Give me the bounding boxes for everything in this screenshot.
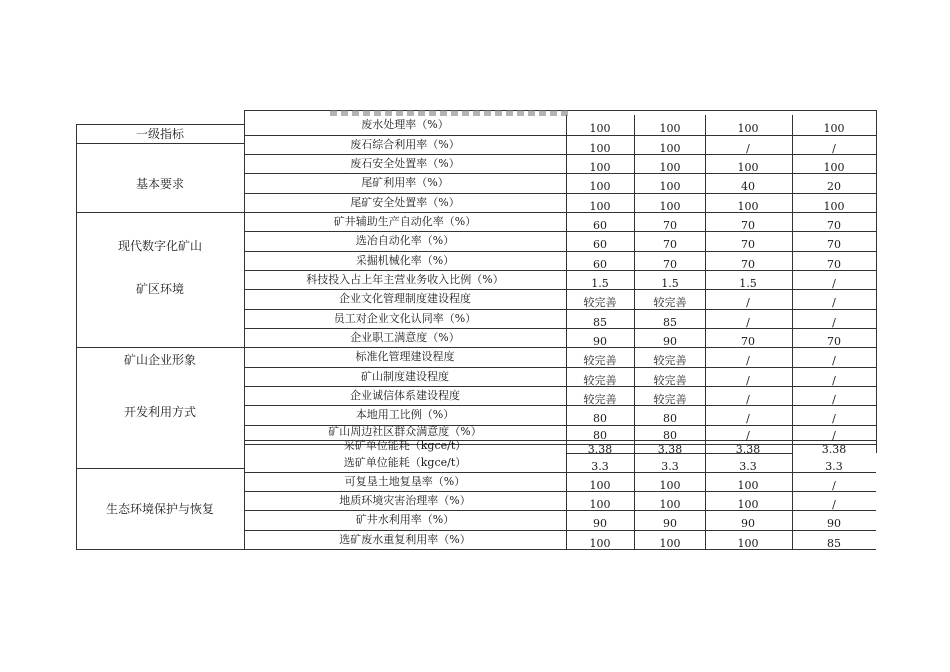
indicator-value: 3.38 — [657, 442, 683, 456]
value-column-divider — [792, 115, 793, 549]
indicator-value: 100 — [589, 497, 611, 511]
indicator-value: 100 — [737, 121, 759, 135]
indicator-value: 100 — [659, 536, 681, 550]
category-row-divider — [76, 212, 244, 213]
indicator-value: 100 — [589, 199, 611, 213]
indicator-name: 矿山制度建设程度 — [361, 369, 449, 383]
indicator-value: 80 — [593, 411, 607, 425]
indicator-value: 100 — [737, 160, 759, 174]
indicator-value: 100 — [737, 199, 759, 213]
indicator-value: / — [832, 411, 836, 425]
indicator-value: 80 — [663, 411, 677, 425]
indicator-value: 70 — [827, 257, 841, 271]
indicator-value: / — [746, 295, 750, 309]
indicator-value: 70 — [827, 237, 841, 251]
indicator-value: 100 — [823, 121, 845, 135]
category-enterprise-image: 矿山企业形象 — [123, 353, 196, 367]
indicator-value: / — [832, 497, 836, 511]
indicator-value: 3.3 — [739, 459, 757, 473]
indicator-value: 较完善 — [583, 353, 617, 367]
indicator-value: / — [832, 141, 836, 155]
category-row-divider — [76, 468, 244, 469]
category-row-divider — [76, 347, 244, 348]
indicator-value: 100 — [589, 478, 611, 492]
indicator-value: 70 — [663, 237, 677, 251]
indicator-name: 尾矿利用率（%） — [361, 175, 449, 189]
indicator-value: 100 — [737, 536, 759, 550]
indicator-value: 较完善 — [583, 295, 617, 309]
indicator-value: 20 — [827, 179, 841, 193]
indicator-value: 70 — [827, 218, 841, 232]
indicator-name: 企业职工满意度（%） — [350, 330, 460, 344]
indicator-value: 85 — [827, 536, 841, 550]
faded-heading-remnant — [330, 110, 570, 116]
indicator-value: 100 — [659, 160, 681, 174]
indicator-value: 90 — [827, 516, 841, 530]
indicator-value: / — [746, 392, 750, 406]
indicator-value: 100 — [823, 160, 845, 174]
table-right-border — [876, 110, 877, 453]
indicator-value: 70 — [741, 237, 755, 251]
indicator-value: 80 — [593, 428, 607, 442]
indicator-name: 员工对企业文化认同率（%） — [333, 311, 477, 325]
category-basic-requirements: 基本要求 — [135, 177, 184, 191]
category-mining-area-environment: 矿区环境 — [135, 282, 184, 296]
indicator-value: / — [832, 295, 836, 309]
indicator-value: 3.3 — [825, 459, 843, 473]
indicator-name: 选冶自动化率（%） — [355, 233, 455, 247]
indicator-name: 尾矿安全处置率（%） — [350, 195, 460, 209]
indicator-value: 85 — [663, 315, 677, 329]
indicator-value: / — [746, 411, 750, 425]
indicator-value: / — [746, 428, 750, 442]
indicator-name: 矿井水利用率（%） — [355, 512, 455, 526]
indicator-name: 科技投入占上年主营业务收入比例（%） — [306, 272, 504, 286]
indicator-value: 100 — [589, 179, 611, 193]
indicator-value: 60 — [593, 218, 607, 232]
indicator-value: 3.38 — [587, 442, 613, 456]
indicator-value: 100 — [737, 497, 759, 511]
first-level-indicator-header: 一级指标 — [135, 127, 184, 141]
indicator-value: 90 — [663, 516, 677, 530]
indicator-name: 采掘机械化率（%） — [355, 253, 455, 267]
indicator-name: 废水处理率（%） — [361, 117, 449, 131]
category-digital-mine: 现代数字化矿山 — [117, 239, 202, 253]
indicator-name: 矿井辅助生产自动化率（%） — [333, 214, 477, 228]
indicator-value: 较完善 — [583, 373, 617, 387]
indicator-value: 100 — [659, 199, 681, 213]
indicator-name: 选矿废水重复利用率（%） — [339, 532, 471, 546]
indicator-value: 100 — [589, 141, 611, 155]
table-bottom-border — [76, 549, 566, 550]
indicator-name: 企业文化管理制度建设程度 — [339, 291, 471, 305]
indicator-value: 100 — [659, 141, 681, 155]
indicator-value: 90 — [593, 334, 607, 348]
indicator-value: 100 — [659, 478, 681, 492]
indicator-value: 100 — [589, 160, 611, 174]
indicator-value: 100 — [589, 121, 611, 135]
indicator-value: 70 — [827, 334, 841, 348]
indicator-value: 90 — [593, 516, 607, 530]
indicator-value: 1.5 — [739, 276, 757, 290]
indicator-value: 100 — [659, 179, 681, 193]
indicator-value: / — [746, 353, 750, 367]
indicator-value: 40 — [741, 179, 755, 193]
header-row-bottom-border — [76, 143, 244, 144]
indicator-name: 采矿单位能耗（kgce/t） — [343, 438, 467, 452]
indicator-name: 地质环境灾害治理率（%） — [339, 493, 471, 507]
indicator-value: 80 — [663, 428, 677, 442]
indicator-value: 3.38 — [735, 442, 761, 456]
indicator-name: 矿山周边社区群众满意度（%） — [328, 424, 482, 438]
indicator-value: 3.38 — [821, 442, 847, 456]
indicator-value: 100 — [823, 199, 845, 213]
indicator-value: 3.3 — [661, 459, 679, 473]
indicator-value: 70 — [663, 218, 677, 232]
indicator-value: 70 — [741, 218, 755, 232]
indicator-value: 较完善 — [583, 392, 617, 406]
indicator-value: / — [832, 428, 836, 442]
indicator-value: / — [832, 373, 836, 387]
indicator-value: / — [832, 478, 836, 492]
indicator-value: 1.5 — [591, 276, 609, 290]
indicator-value: 90 — [663, 334, 677, 348]
indicator-value: / — [832, 392, 836, 406]
indicator-name: 选矿单位能耗（kgce/t） — [343, 455, 467, 469]
indicator-value: 85 — [593, 315, 607, 329]
indicator-value: 1.5 — [661, 276, 679, 290]
indicator-name: 本地用工比例（%） — [355, 407, 455, 421]
indicator-value: 90 — [741, 516, 755, 530]
indicator-value: / — [832, 276, 836, 290]
indicator-name: 标准化管理建设程度 — [355, 349, 455, 363]
indicator-value: 100 — [589, 536, 611, 550]
indicator-value: / — [832, 315, 836, 329]
indicator-value: / — [746, 141, 750, 155]
category-ecological-protection: 生态环境保护与恢复 — [105, 502, 214, 516]
indicator-value: / — [746, 315, 750, 329]
indicator-value: 70 — [741, 257, 755, 271]
category-development-utilization: 开发利用方式 — [123, 405, 196, 419]
indicator-value: 60 — [593, 237, 607, 251]
indicator-value: 100 — [659, 121, 681, 135]
indicator-value: 3.3 — [591, 459, 609, 473]
indicator-value: 较完善 — [653, 373, 687, 387]
indicator-value: 100 — [659, 497, 681, 511]
indicator-name: 废石安全处置率（%） — [350, 156, 460, 170]
indicator-name: 废石综合利用率（%） — [350, 137, 460, 151]
indicator-value: 70 — [741, 334, 755, 348]
indicator-value: 100 — [737, 478, 759, 492]
indicator-value: 较完善 — [653, 392, 687, 406]
indicator-value: 60 — [593, 257, 607, 271]
indicator-value: 较完善 — [653, 353, 687, 367]
indicator-name: 企业诚信体系建设程度 — [350, 388, 460, 402]
indicator-value: / — [832, 353, 836, 367]
indicator-value: 70 — [663, 257, 677, 271]
indicator-value: / — [746, 373, 750, 387]
indicator-name: 可复垦土地复垦率（%） — [344, 474, 466, 488]
indicator-value: 较完善 — [653, 295, 687, 309]
